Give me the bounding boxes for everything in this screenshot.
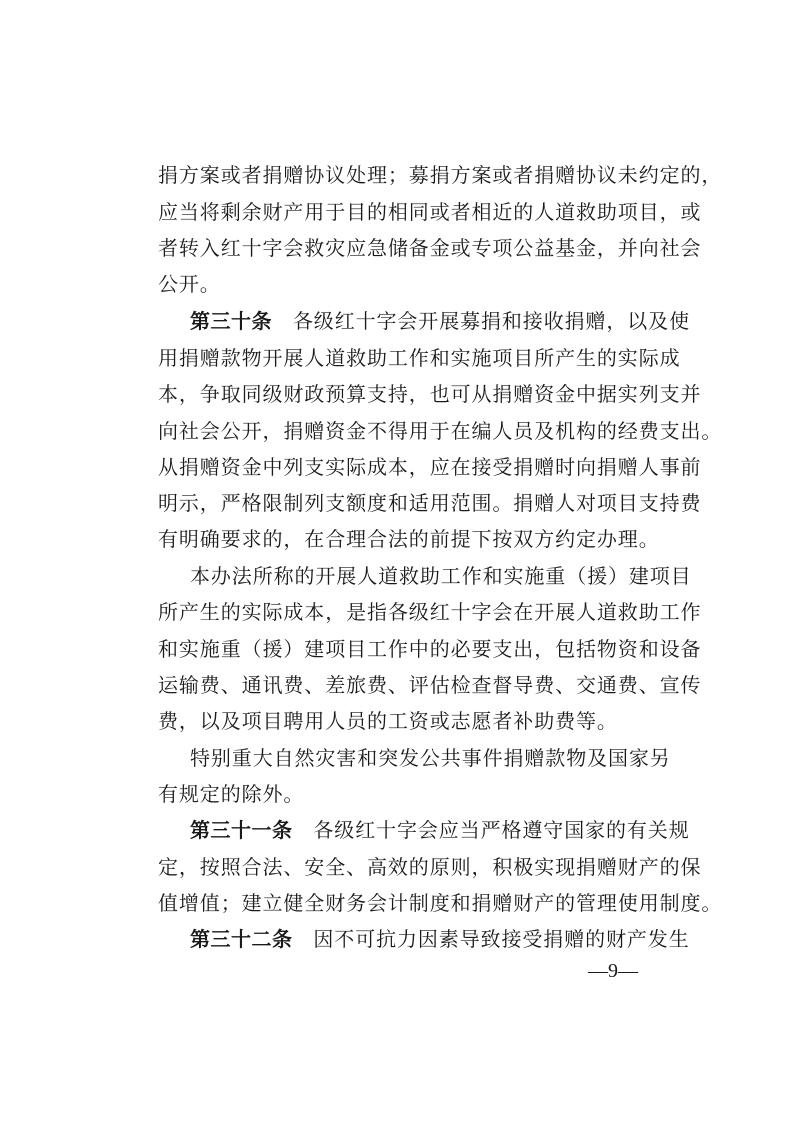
text-line: 捐方案或者捐赠协议处理；募捐方案或者捐赠协议未约定的， [158,163,723,187]
text-line: 者转入红十字会救灾应急储备金或专项公益基金，并向社会 [158,236,702,260]
text-line: 有明确要求的，在合理合法的前提下按双方约定办理。 [158,527,660,551]
text-line: 和实施重（援）建项目工作中的必要支出，包括物资和设备 [158,637,702,661]
text-line: 明示，严格限制列支额度和适用范围。捐赠人对项目支持费 [158,491,702,515]
text-line: 有规定的除外。 [158,782,305,806]
article-number: 第三十二条 [190,927,293,951]
text-line: 从捐赠资金中列支实际成本，应在接受捐赠时向捐赠人事前 [158,455,702,479]
text-line: 运输费、通讯费、差旅费、评估检查督导费、交通费、宣传 [158,673,702,697]
text-line: 特别重大自然灾害和突发公共事件捐赠款物及国家另 [190,746,671,770]
text-line: 公开。 [158,272,221,296]
text-line: 本，争取同级财政预算支持，也可从捐赠资金中据实列支并 [158,382,702,406]
text-line: 定，按照合法、安全、高效的原则，积极实现捐赠财产的保 [158,855,702,879]
article-30-first-line [158,306,691,336]
article-32-first-line [158,924,690,954]
text-line: 费，以及项目聘用人员的工资或志愿者补助费等。 [158,709,618,733]
article-text: 因不可抗力因素导致接受捐赠的财产发生 [313,927,690,951]
article-number: 第三十条 [190,309,272,333]
text-line: 向社会公开，捐赠资金不得用于在编人员及机构的经费支出。 [158,419,723,443]
text-line: 应当将剩余财产用于目的相同或者相近的人道救助项目，或 [158,200,702,224]
article-number: 第三十一条 [190,818,293,842]
text-line: 所产生的实际成本，是指各级红十字会在开展人道救助工作 [158,600,702,624]
text-line: 用捐赠款物开展人道救助工作和实施项目所产生的实际成 [158,346,681,370]
article-31-first-line [158,815,690,845]
page-number: —9— [588,960,638,982]
text-line: 值增值；建立健全财务会计制度和捐赠财产的管理使用制度。 [158,891,723,915]
text-line: 本办法所称的开展人道救助工作和实施重（援）建项目 [190,564,692,588]
article-text: 各级红十字会应当严格遵守国家的有关规 [313,818,690,842]
article-text: 各级红十字会开展募捐和接收捐赠，以及使 [292,309,691,333]
